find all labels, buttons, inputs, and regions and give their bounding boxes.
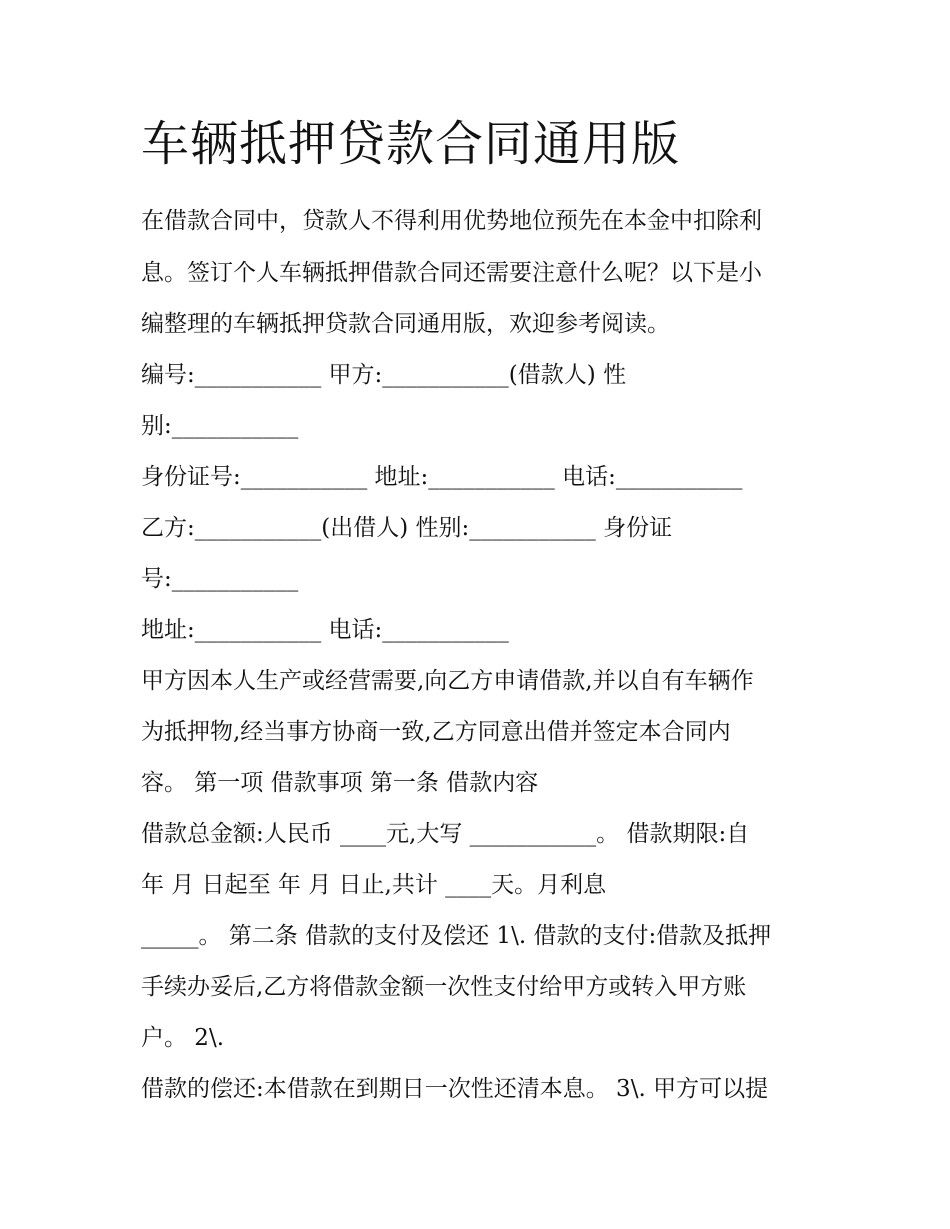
body-line-16: 手续办妥后,乙方将借款金额一次性支付给甲方或转入甲方账 <box>141 974 747 1000</box>
body-line-2: 息。签订个人车辆抵押借款合同还需要注意什么呢？以下是小 <box>141 260 762 286</box>
body-line-8: 号:___________ <box>141 566 299 592</box>
body-line-3: 编整理的车辆抵押贷款合同通用版，欢迎参考阅读。 <box>141 311 670 337</box>
body-line-1: 在借款合同中，贷款人不得利用优势地位预先在本金中扣除利 <box>141 208 762 234</box>
body-line-6: 身份证号:___________ 地址:___________ 电话:___________ <box>141 464 743 490</box>
document-title: 车辆抵押贷款合同通用版 <box>141 116 681 172</box>
body-line-17: 户。 2\. <box>141 1025 225 1051</box>
body-line-4: 编号:___________ 甲方:___________(借款人) 性 <box>141 362 627 388</box>
body-line-18: 借款的偿还:本借款在到期日一次性还清本息。 3\. 甲方可以提 <box>141 1076 769 1102</box>
body-line-11: 为抵押物,经当事方协商一致,乙方同意出借并签定本合同内 <box>141 719 731 745</box>
body-line-10: 甲方因本人生产或经营需要,向乙方申请借款,并以自有车辆作 <box>141 668 754 694</box>
body-line-13: 借款总金额:人民币 ____元,大写 ___________。 借款期限:自 <box>141 821 750 847</box>
body-line-15: _____。 第二条 借款的支付及偿还 1\. 借款的支付:借款及抵押 <box>141 923 772 949</box>
body-line-7: 乙方:___________(出借人) 性别:___________ 身份证 <box>141 515 673 541</box>
body-line-9: 地址:___________ 电话:___________ <box>141 617 509 643</box>
body-line-5: 别:___________ <box>141 413 299 439</box>
body-line-14: 年 月 日起至 年 月 日止,共计 ____天。月利息 <box>141 872 607 898</box>
body-line-12: 容。 第一项 借款事项 第一条 借款内容 <box>141 770 539 796</box>
